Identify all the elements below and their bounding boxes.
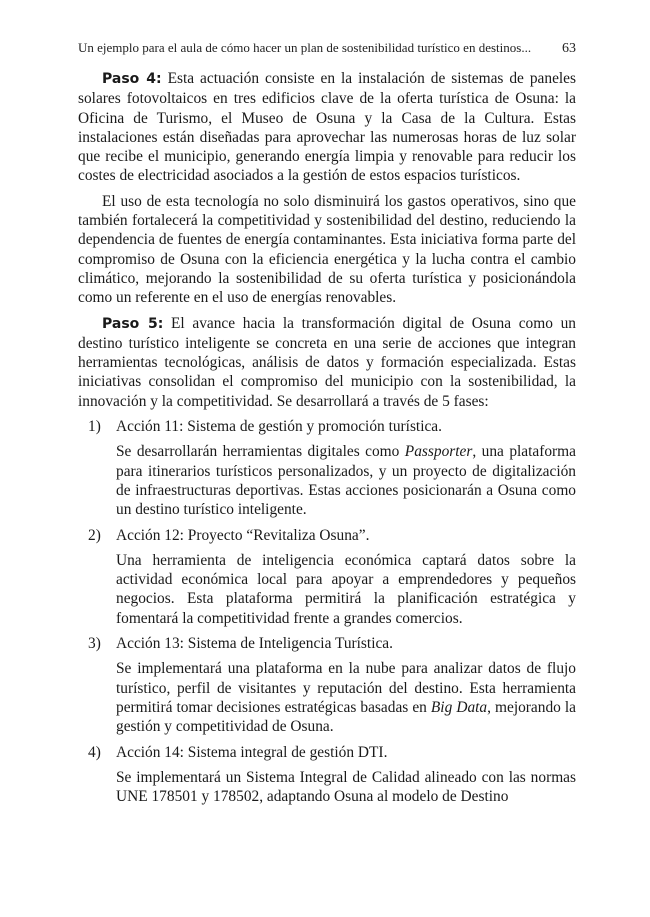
action-heading (78, 743, 576, 762)
action-heading (78, 417, 576, 436)
list-item (78, 634, 576, 736)
list-item (78, 526, 576, 628)
action-body (116, 551, 576, 628)
actions-list (78, 417, 576, 806)
action-body-text-end: , mejorando la gestión y competitividad de Osuna. (116, 698, 576, 736)
page-number: 63 (562, 41, 576, 56)
action-body (116, 659, 576, 736)
action-body-text: Se implementará una plataforma en la nube para analizar datos de flujo turístico, perfil de visitantes y reputación del destino. Esta herramienta permitirá tomar decisiones estratégicas basadas en (116, 660, 576, 716)
body-text (78, 69, 576, 806)
action-number: 1) (88, 418, 101, 436)
running-header (78, 40, 576, 57)
paso-4-label: Paso 4: (102, 71, 162, 87)
action-title: Acción 11: Sistema de gestión y promoción turística. (116, 418, 442, 436)
action-body-italic: Big Data (430, 698, 488, 716)
action-heading (78, 634, 576, 653)
action-body-text: Se implementará un Sistema Integral de Calidad alineado con las normas UNE 178501 y 178502, adaptando Osuna al modelo de Destino (116, 768, 576, 806)
action-number: 2) (88, 526, 101, 544)
action-heading (78, 526, 576, 545)
action-title: Acción 12: Proyecto “Revitaliza Osuna”. (116, 526, 370, 544)
action-number: 3) (88, 635, 101, 653)
paso-4-text: Esta actuación consiste en la instalación de sistemas de paneles solares fotovoltaicos en tres edificios clave de la oferta turística de Osuna: la Oficina de Turismo, el Museo de Osuna y la Casa de la Cultura. Estas instalaciones están diseñadas para aprovechar las numerosas horas de luz solar que recibe el municipio, generando energía limpia y renovable para reducir los costes de electricidad asociados a la gestión de estos espacios turísticos. (78, 70, 577, 185)
paso-5-label: Paso 5: (102, 315, 164, 332)
action-body-text-end: , una plataforma para itinerarios turísticos personalizados, y un proyecto de digitalización de infraestructuras deportivas. Estas acciones posicionarán a Osuna como un destino turístico inteligente. (116, 443, 576, 519)
running-title: Un ejemplo para el aula de cómo hacer un plan de sostenibilidad turístico en destinos... (78, 40, 532, 55)
action-body (116, 768, 576, 807)
list-item (78, 417, 576, 519)
paragraph-2: El uso de esta tecnología no solo disminuirá los gastos operativos, sino que también fortalecerá la competitividad y sostenibilidad del destino, reduciendo la dependencia de fuentes de energía contaminantes. Esta iniciativa forma parte del compromiso de Osuna con la eficiencia energética y la lucha contra el cambio climático, mejorando la sostenibilidad de su oferta turística y posicionándola como un referente en el uso de energías renovables. (78, 192, 576, 307)
list-item (78, 743, 576, 807)
action-body-italic: Passporter (404, 443, 473, 461)
action-body-text: Una herramienta de inteligencia económica captará datos sobre la actividad económica local para apoyar a emprendedores y pequeños negocios. Esta plataforma permitirá la planificación estratégica y fomentará la competitividad frente a grandes comercios. (116, 551, 576, 627)
action-title: Acción 14: Sistema integral de gestión DTI. (116, 743, 388, 761)
action-body-text: Se desarrollarán herramientas digitales como (116, 443, 405, 461)
action-title: Acción 13: Sistema de Inteligencia Turística. (116, 635, 393, 653)
action-number: 4) (88, 743, 101, 761)
paragraph-paso-5 (78, 314, 576, 411)
action-body (116, 442, 576, 519)
paso-5-text: El avance hacia la transformación digital de Osuna como un destino turístico inteligente se concreta en una serie de acciones que integran herramientas tecnológicas, análisis de datos y formación especializada. Estas iniciativas consolidan el compromiso del municipio con la sostenibilidad, la innovación y la competitividad. Se desarrollará a través de 5 fases: (78, 314, 576, 410)
paragraph-paso-4 (78, 69, 576, 186)
page (78, 40, 576, 812)
